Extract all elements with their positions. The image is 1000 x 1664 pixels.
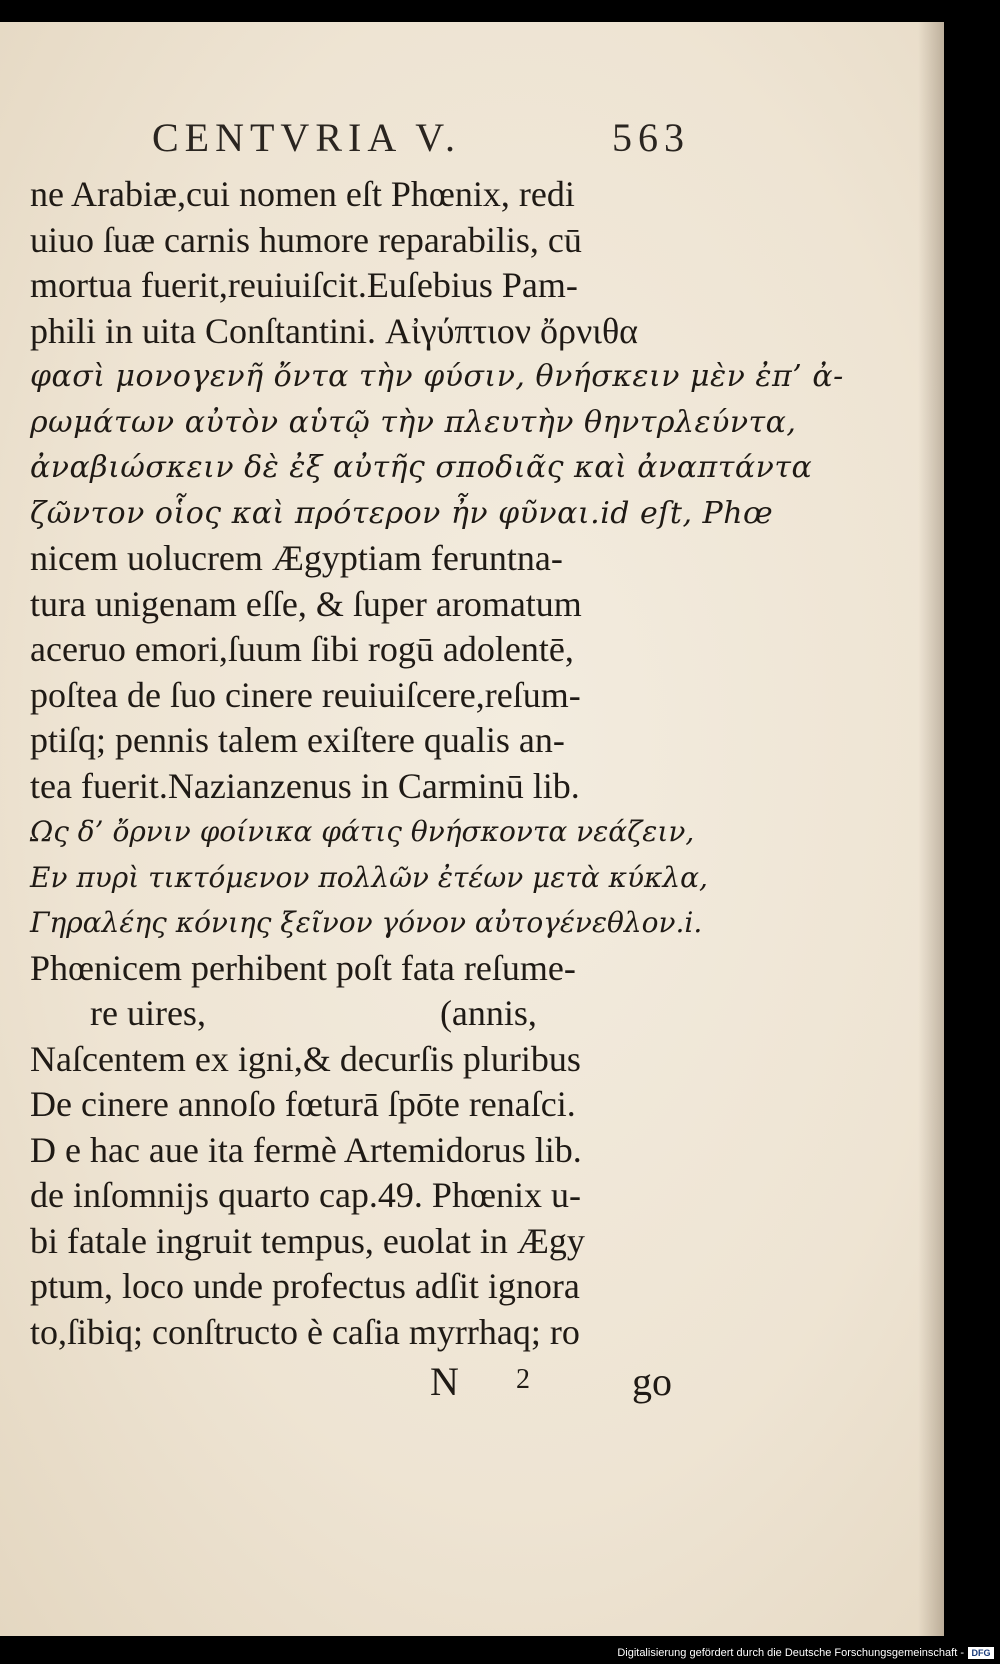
text-line: ptum, loco unde profectus adſit ignora <box>30 1266 580 1306</box>
greek-verse-line: Γηραλέης κόνιης ξεῖνον γόνον αὐτογένεθλον.i. <box>30 906 703 939</box>
text-line: uiuo ſuæ carnis humore reparabilis, cū <box>30 219 582 260</box>
greek-line: φασὶ μονογενῆ ὄντα τὴν φύσιν, θνήσκειν μὲν ἐπ’ ἀ- <box>30 359 844 394</box>
dfg-logo: DFG <box>968 1647 994 1659</box>
text-line: to,ſibiq; conſtructo è caſia myrrhaq; ro <box>30 1311 580 1352</box>
book-page <box>0 22 944 1636</box>
page-footer <box>0 1358 700 1408</box>
text-line: aceruo emori,ſuum ſibi rogū adolentē, <box>30 629 574 669</box>
greek-verse-line: Εν πυρὶ τικτόμενον πολλῶν ἐτέων μετὰ κύκλα, <box>30 860 708 894</box>
running-title: CENTVRIA V. <box>152 115 462 160</box>
greek-line: ἀναβιώσκειν δὲ ἐξ αὐτῆς σποδιᾶς καὶ ἀναπτάντα <box>30 450 813 485</box>
running-head <box>152 114 752 174</box>
latin-verse-line: Naſcentem ex igni,& decurſis pluribus <box>30 1038 581 1079</box>
text-line: tea fuerit.Nazianzenus in Carminū lib. <box>30 765 580 806</box>
digitization-credit <box>600 1642 1000 1664</box>
text-line: nicem uolucrem Ægyptiam feruntna- <box>30 538 563 578</box>
page-edge-shadow <box>918 22 944 1636</box>
catchword: go <box>632 1359 672 1404</box>
text-line: tura unigenam eſſe, & ſuper aromatum <box>30 583 582 624</box>
page-number: 563 <box>612 115 690 160</box>
greek-line: ρωμάτων αὐτὸν αὑτῷ τὴν πλευτὴν θηντρλεύντα, <box>30 404 797 440</box>
greek-verse-line: Ως δ’ ὄρνιν φοίνικα φάτις θνήσκοντα νεάζειν, <box>30 815 695 848</box>
text-block <box>30 172 844 1355</box>
text-line: de inſomnijs quarto cap.49. Phœnix u- <box>30 1175 581 1215</box>
text-line: phili in uita Conſtantini. Αἰγύπτιον ὄρνιθα <box>30 310 639 351</box>
text-line: poſtea de ſuo cinere reuiuiſcere,reſum- <box>30 674 581 715</box>
text-line: ne Arabiæ,cui nomen eſt Phœnix, redi <box>30 174 575 214</box>
latin-verse-line: De cinere annoſo fœturā ſpōte renaſci. <box>30 1084 576 1124</box>
credit-text: Digitalisierung gefördert durch die Deutsche Forschungsgemeinschaft - <box>617 1647 964 1659</box>
greek-line: ζῶντον οἷος καὶ πρότερον ἦν φῦναι.id eſt, Phœ <box>30 495 774 531</box>
signature-mark: N <box>430 1359 459 1404</box>
text-line: bi fatale ingruit tempus, euolat in Ægy <box>30 1220 585 1261</box>
latin-verse-line: Phœnicem perhibent poſt fata reſume- <box>30 947 576 988</box>
latin-verse-line: re uires, (annis, <box>90 993 537 1033</box>
text-line: mortua fuerit,reuiuiſcit.Euſebius Pam- <box>30 265 578 305</box>
signature-number: 2 <box>516 1364 530 1395</box>
text-line: ptiſq; pennis talem exiſtere qualis an- <box>30 720 565 760</box>
text-line: D e hac aue ita fermè Artemidorus lib. <box>30 1129 582 1170</box>
